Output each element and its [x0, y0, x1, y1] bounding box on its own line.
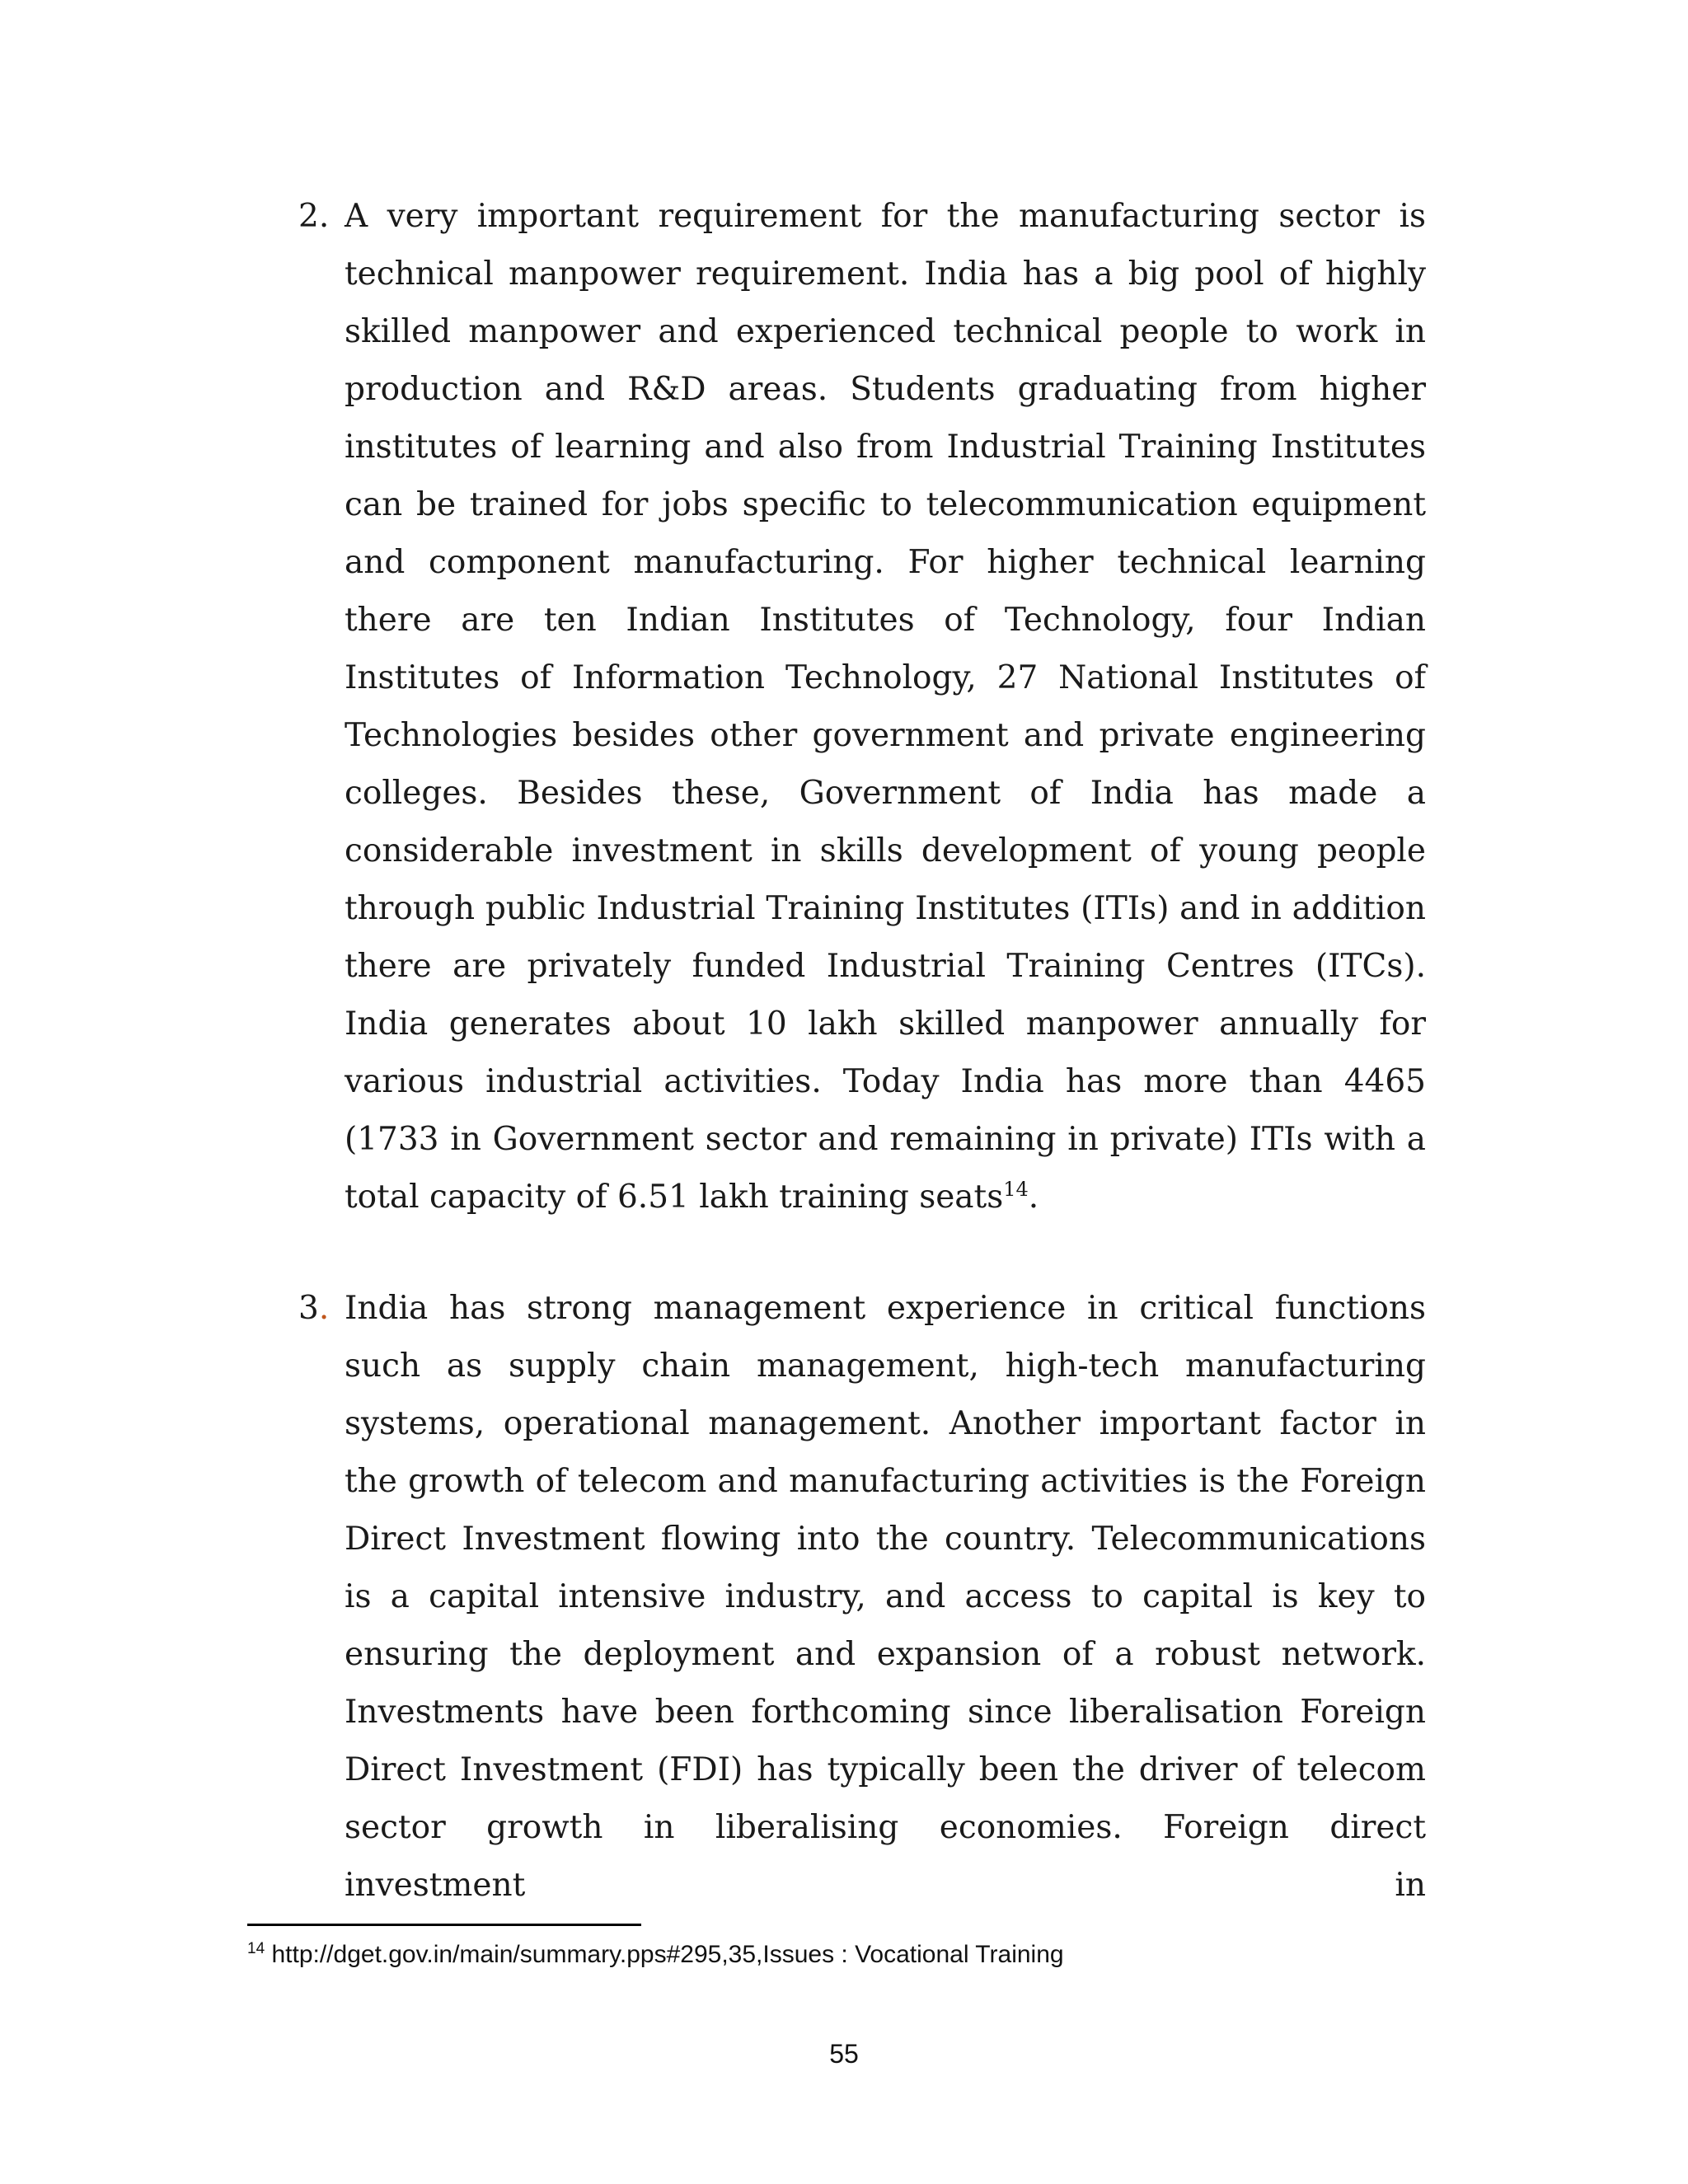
footnote-text[interactable]: http://dget.gov.in/main/summary.pps#295,35,Issues : Vocational Training — [265, 1941, 1064, 1968]
list-item-number — [298, 1280, 345, 1338]
page-number: 55 — [829, 2039, 859, 2069]
footnote-separator — [247, 1924, 641, 1926]
list-item-number-digit: 3 — [298, 1290, 319, 1327]
list-item-number-dot: . — [318, 1290, 330, 1327]
paragraph-text: India has strong management experience in critical functions such as supply chain management, high-tech manufacturing systems, operational management. Another important factor in the growth of telecom and manufacturing activities is the Foreign Direct Investment flowing into the country. Telecommunications is a capital intensive industry, and access to capital is key to ensuring the deployment and expansion of a robust network. Investments have been forthcoming since liberalisation Foreign Direct Investment (FDI) has typically been the driver of telecom sector growth in liberalising economies. Foreign direct investment in — [345, 1290, 1426, 1904]
list-item-2 — [298, 188, 1426, 1226]
list-item-3 — [298, 1280, 1426, 1915]
paragraph-end: . — [1028, 1179, 1039, 1216]
list-item-text — [345, 188, 1426, 1226]
list-item-text — [345, 1280, 1426, 1915]
paragraph-text: A very important requirement for the manufacturing sector is technical manpower requirement. India has a big pool of highly skilled manpower and experienced technical people to work in production and R&D areas. Students graduating from higher institutes of learning and also from Industrial Training Institutes can be trained for jobs specific to telecommunication equipment and component manufacturing. For higher technical learning there are ten Indian Institutes of Technology, four Indian Institutes of Information Technology, 27 National Institutes of Technologies besides other government and private engineering colleges. Besides these, Government of India has made a considerable investment in skills development of young people through public Industrial Training Institutes (ITIs) and in addition there are privately funded Industrial Training Centres (ITCs). India generates about 10 lakh skilled manpower annually for various industrial activities. Today India has more than 4465 (1733 in Government sector and remaining in private) ITIs with a total capacity of 6.51 lakh training seats — [345, 198, 1426, 1216]
footnote-marker: 14 — [247, 1940, 265, 1957]
footnote — [247, 1937, 1442, 1973]
list-item-number: 2. — [298, 198, 330, 235]
footnote-reference[interactable]: 14 — [1003, 1178, 1029, 1201]
